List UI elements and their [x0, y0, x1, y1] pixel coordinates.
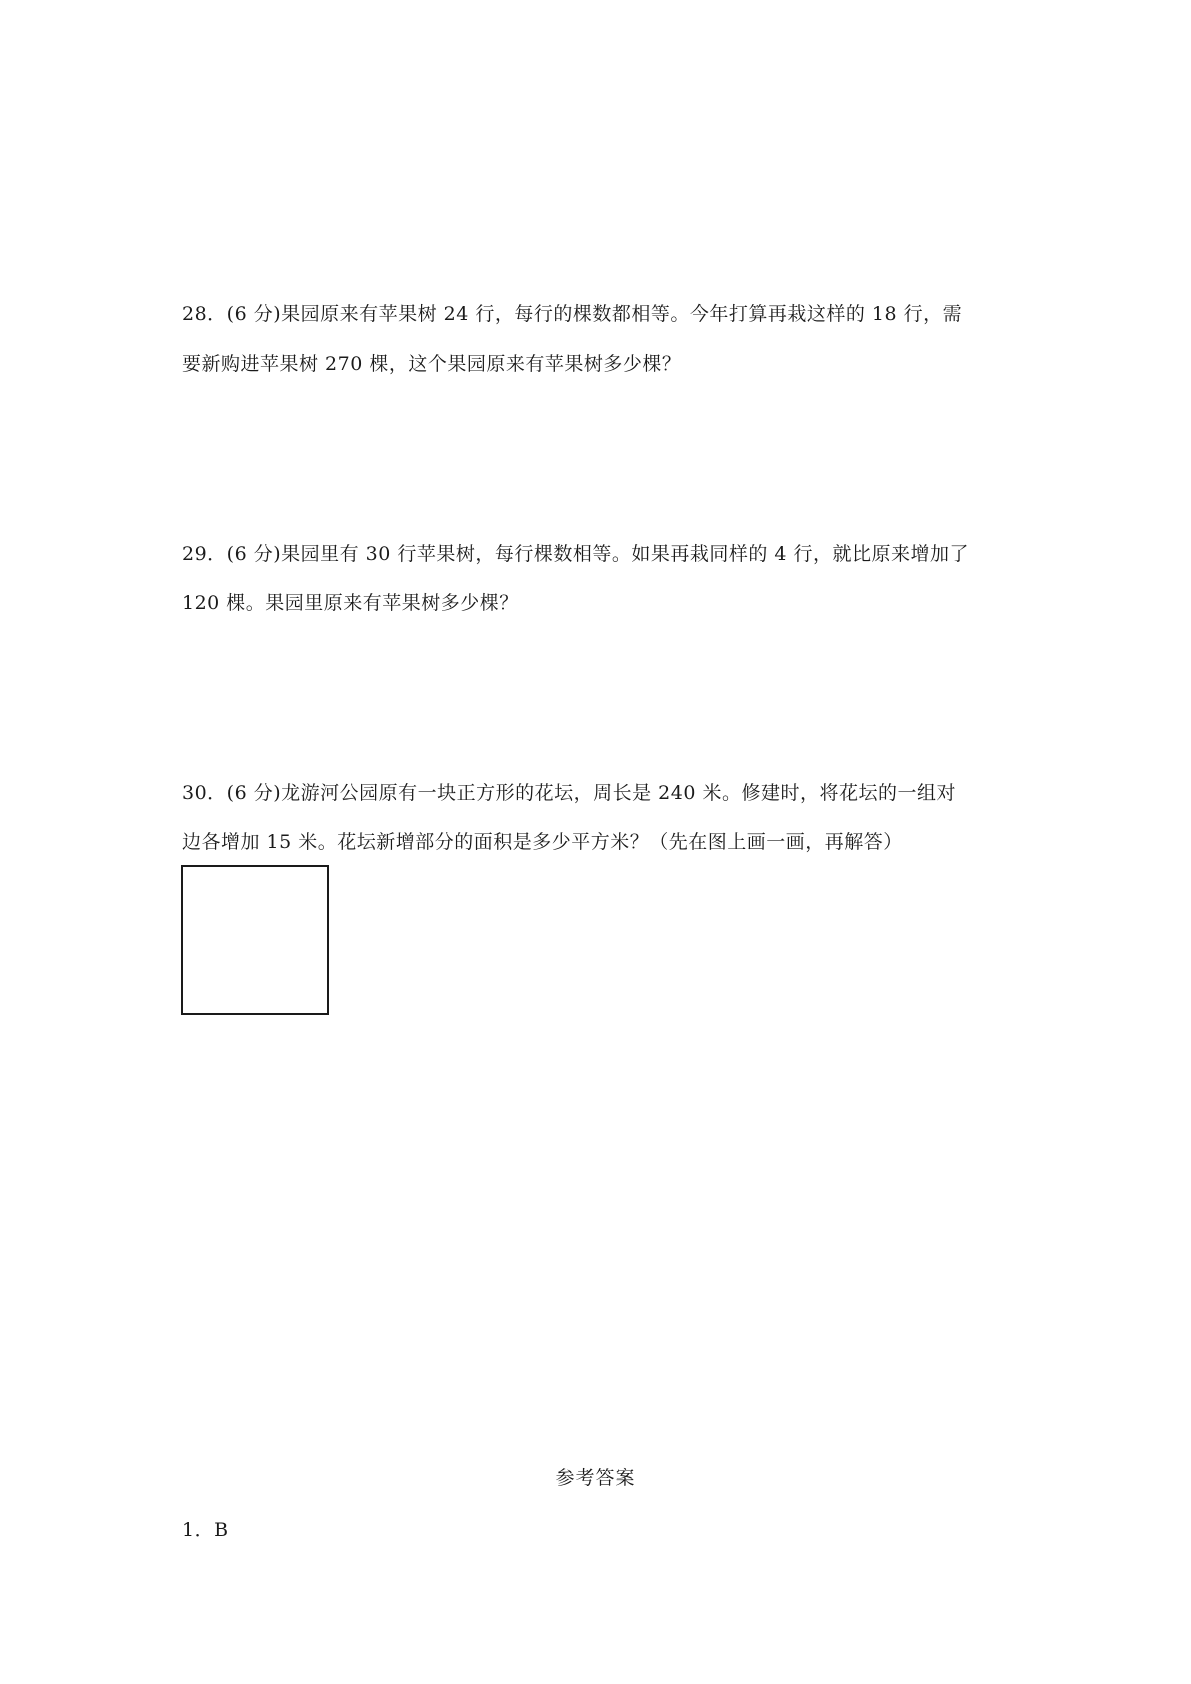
- question-30-line-2: 边各增加 15 米。花坛新增部分的面积是多少平方米？（先在图上画一画，再解答）: [182, 831, 903, 853]
- question-28-line-1: 28．(6 分)果园原来有苹果树 24 行，每行的棵数都相等。今年打算再栽这样的 18 行，需: [182, 303, 963, 325]
- question-29-line-1: 29．(6 分)果园里有 30 行苹果树，每行棵数相等。如果再栽同样的 4 行，就比原来增加了: [182, 543, 970, 565]
- question-29-line-2: 120 棵。果园里原来有苹果树多少棵？: [182, 592, 519, 614]
- flowerbed-square-figure: [181, 865, 329, 1015]
- answers-heading: 参考答案: [555, 1467, 636, 1489]
- answer-item-1: 1．B: [182, 1519, 229, 1541]
- question-30-line-1: 30．(6 分)龙游河公园原有一块正方形的花坛，周长是 240 米。修建时，将花坛的一组对: [182, 782, 956, 804]
- question-28-line-2: 要新购进苹果树 270 棵，这个果园原来有苹果树多少棵？: [182, 353, 682, 375]
